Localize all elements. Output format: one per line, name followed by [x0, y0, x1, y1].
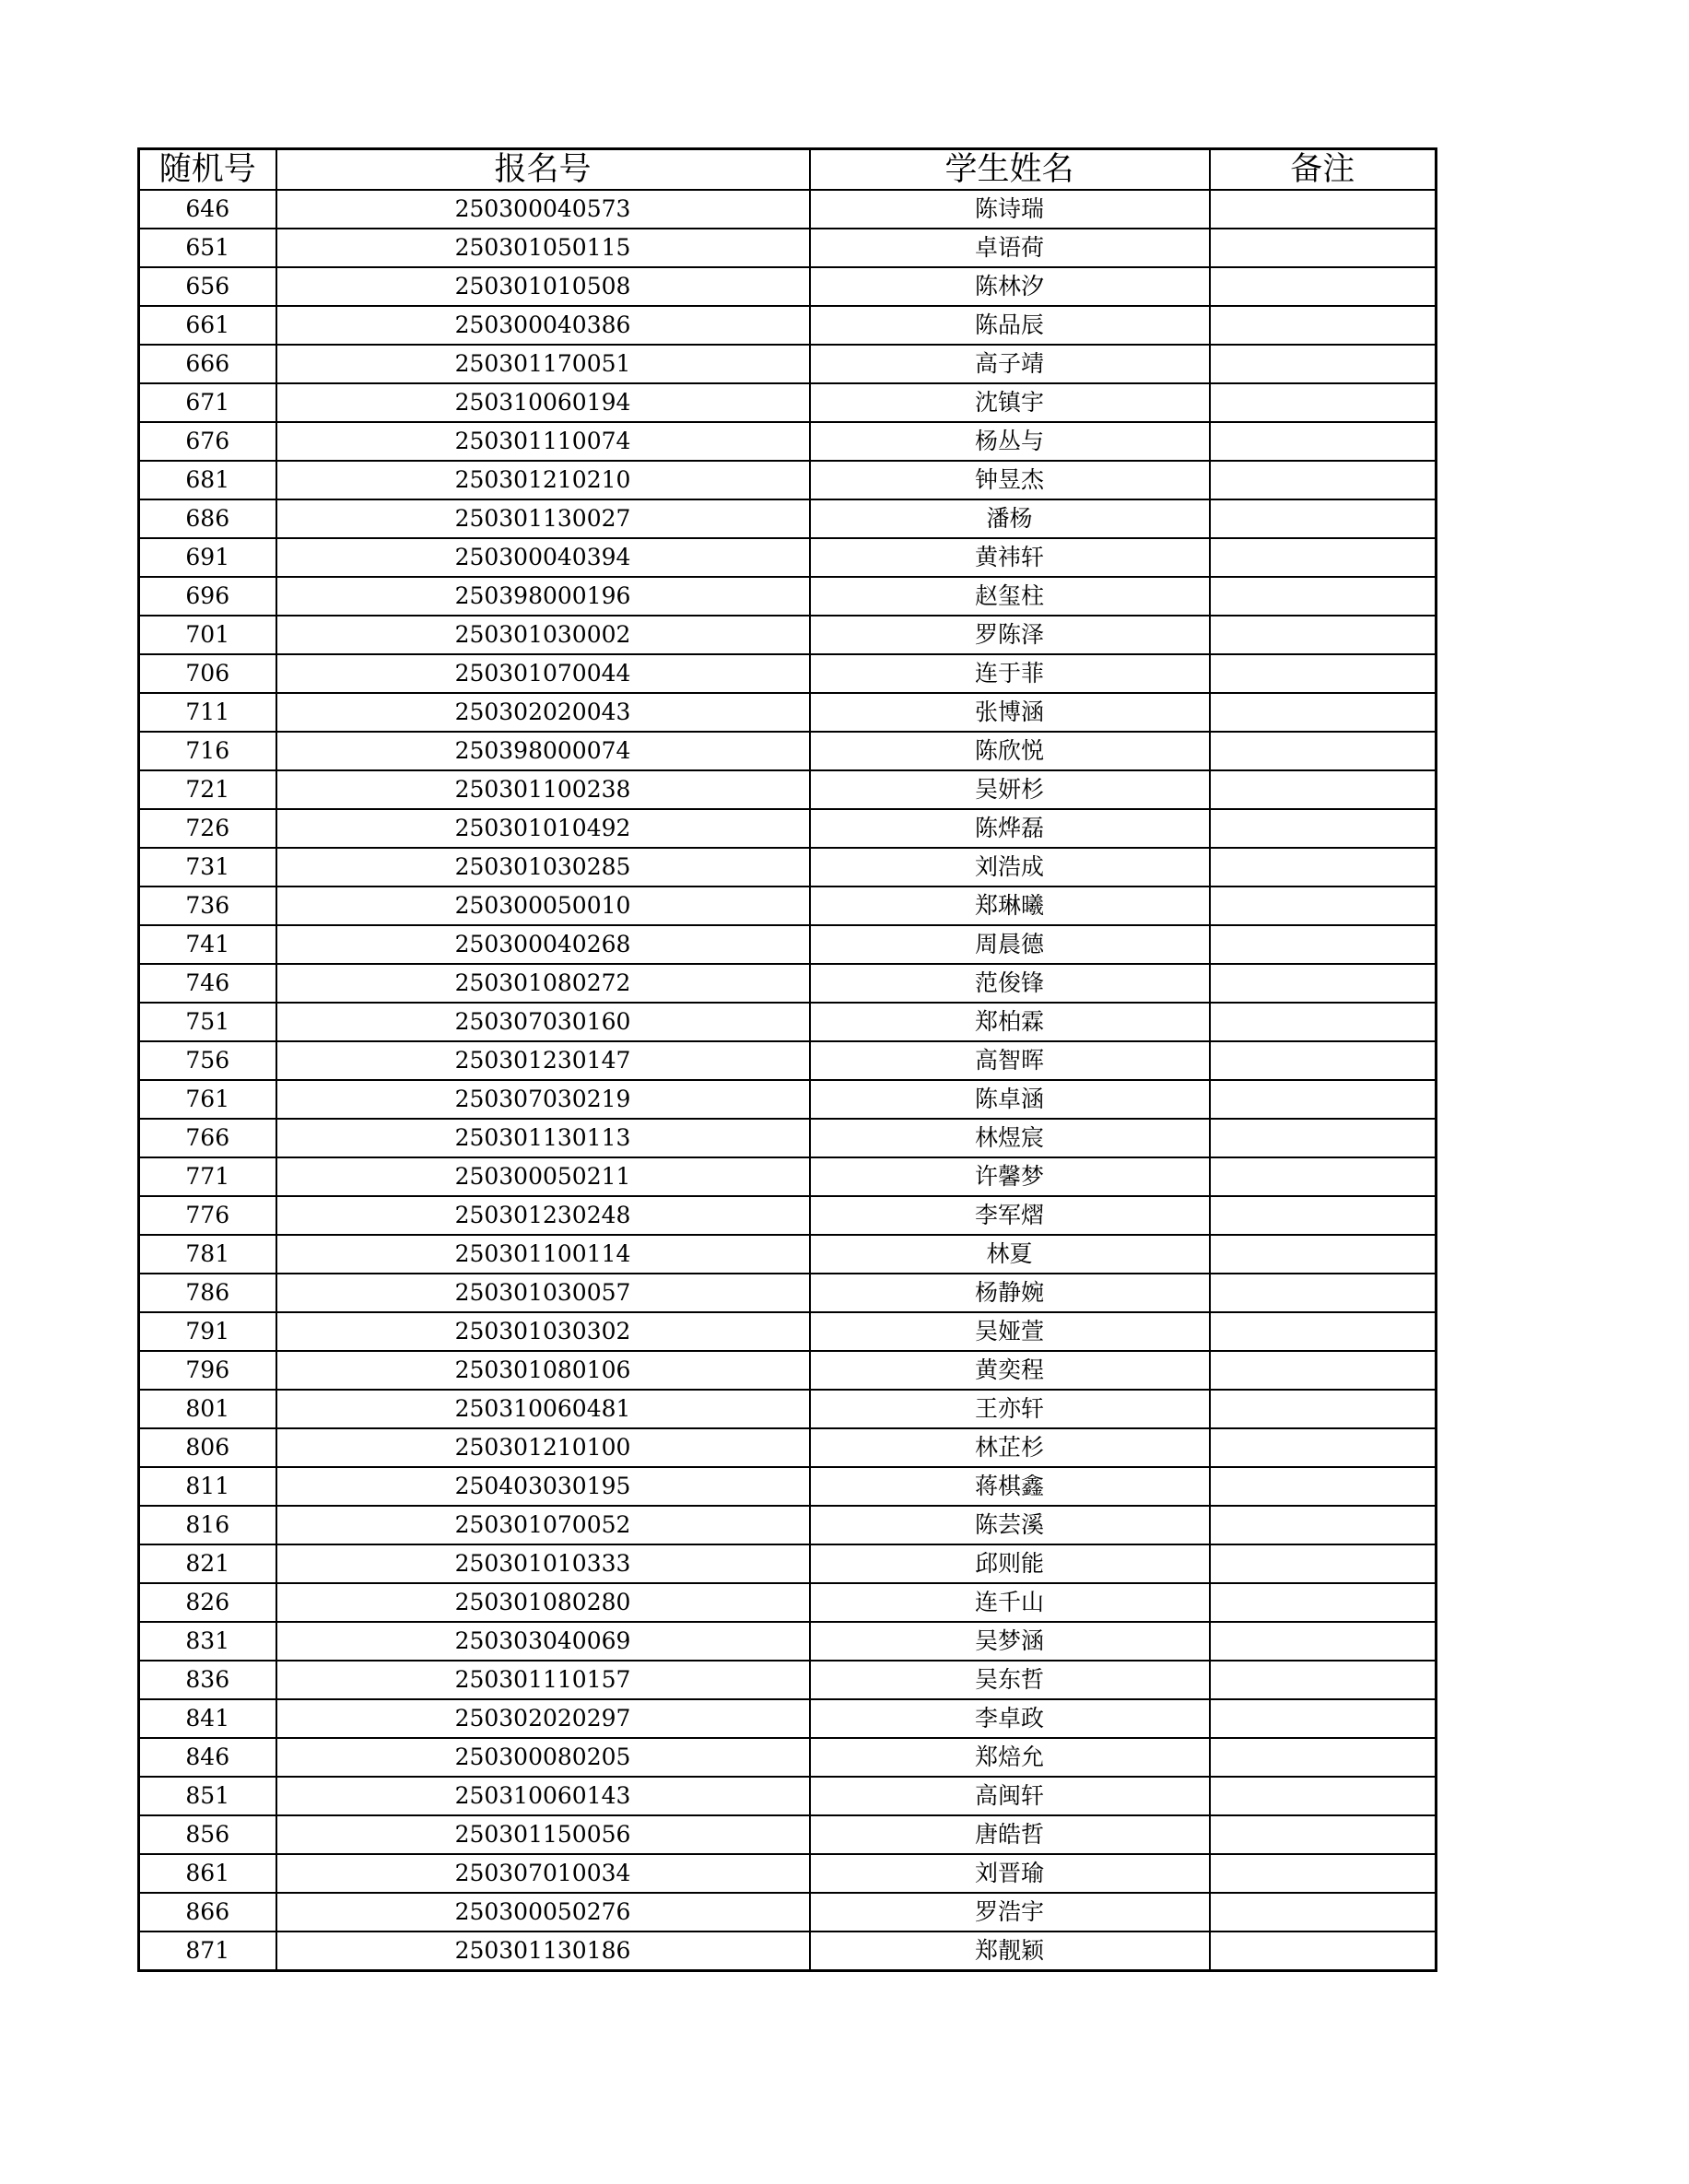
cell-registration-number: 250301010333	[276, 1544, 810, 1583]
table-row	[139, 461, 1437, 499]
cell-student-name: 陈芸溪	[810, 1506, 1210, 1544]
cell-random-number: 761	[139, 1080, 276, 1119]
cell-remarks	[1210, 616, 1437, 654]
cell-random-number: 696	[139, 577, 276, 616]
cell-student-name: 高子靖	[810, 345, 1210, 383]
cell-remarks	[1210, 1119, 1437, 1157]
cell-registration-number: 250301030057	[276, 1274, 810, 1312]
table-row	[139, 1157, 1437, 1196]
table-row	[139, 1661, 1437, 1699]
cell-student-name: 陈诗瑞	[810, 190, 1210, 229]
table-row	[139, 1738, 1437, 1777]
cell-random-number: 681	[139, 461, 276, 499]
cell-random-number: 731	[139, 848, 276, 887]
table-row	[139, 964, 1437, 1003]
cell-student-name: 高智晖	[810, 1041, 1210, 1080]
cell-remarks	[1210, 306, 1437, 345]
cell-student-name: 沈镇宇	[810, 383, 1210, 422]
cell-remarks	[1210, 925, 1437, 964]
header-row	[139, 149, 1437, 191]
cell-student-name: 刘浩成	[810, 848, 1210, 887]
cell-random-number: 776	[139, 1196, 276, 1235]
table-row	[139, 848, 1437, 887]
cell-registration-number: 250307030219	[276, 1080, 810, 1119]
cell-remarks	[1210, 1467, 1437, 1506]
table-row	[139, 770, 1437, 809]
cell-registration-number: 250301070044	[276, 654, 810, 693]
table-row	[139, 499, 1437, 538]
table-row	[139, 1467, 1437, 1506]
cell-student-name: 李军熠	[810, 1196, 1210, 1235]
cell-student-name: 连千山	[810, 1583, 1210, 1622]
cell-random-number: 851	[139, 1777, 276, 1815]
cell-registration-number: 250310060481	[276, 1390, 810, 1428]
table-row	[139, 1777, 1437, 1815]
cell-remarks	[1210, 1815, 1437, 1854]
cell-student-name: 蒋棋鑫	[810, 1467, 1210, 1506]
cell-remarks	[1210, 1351, 1437, 1390]
cell-random-number: 721	[139, 770, 276, 809]
cell-student-name: 陈烨磊	[810, 809, 1210, 848]
cell-remarks	[1210, 1428, 1437, 1467]
cell-random-number: 821	[139, 1544, 276, 1583]
cell-random-number: 661	[139, 306, 276, 345]
cell-student-name: 邱则能	[810, 1544, 1210, 1583]
cell-random-number: 796	[139, 1351, 276, 1390]
cell-registration-number: 250301010492	[276, 809, 810, 848]
cell-remarks	[1210, 1312, 1437, 1351]
cell-student-name: 陈品辰	[810, 306, 1210, 345]
header-registration-number: 报名号	[276, 149, 810, 191]
cell-registration-number: 250301230248	[276, 1196, 810, 1235]
cell-student-name: 许馨梦	[810, 1157, 1210, 1196]
cell-registration-number: 250398000074	[276, 732, 810, 770]
cell-registration-number: 250300040394	[276, 538, 810, 577]
table-row	[139, 1893, 1437, 1932]
table-row	[139, 383, 1437, 422]
cell-remarks	[1210, 770, 1437, 809]
table-row	[139, 1699, 1437, 1738]
cell-random-number: 651	[139, 229, 276, 267]
table-row	[139, 654, 1437, 693]
cell-registration-number: 250301080272	[276, 964, 810, 1003]
table-row	[139, 1544, 1437, 1583]
cell-registration-number: 250300040268	[276, 925, 810, 964]
cell-remarks	[1210, 499, 1437, 538]
cell-random-number: 746	[139, 964, 276, 1003]
cell-remarks	[1210, 577, 1437, 616]
cell-remarks	[1210, 693, 1437, 732]
table-body	[139, 190, 1437, 1971]
cell-remarks	[1210, 1544, 1437, 1583]
cell-registration-number: 250300050211	[276, 1157, 810, 1196]
cell-registration-number: 250301210210	[276, 461, 810, 499]
cell-random-number: 856	[139, 1815, 276, 1854]
cell-random-number: 686	[139, 499, 276, 538]
cell-remarks	[1210, 461, 1437, 499]
cell-remarks	[1210, 964, 1437, 1003]
cell-student-name: 林煜宸	[810, 1119, 1210, 1157]
cell-remarks	[1210, 1506, 1437, 1544]
cell-random-number: 736	[139, 887, 276, 925]
cell-remarks	[1210, 1003, 1437, 1041]
table-row	[139, 1428, 1437, 1467]
table-row	[139, 306, 1437, 345]
table-row	[139, 1312, 1437, 1351]
cell-remarks	[1210, 229, 1437, 267]
cell-student-name: 郑琳曦	[810, 887, 1210, 925]
cell-student-name: 杨丛与	[810, 422, 1210, 461]
cell-random-number: 676	[139, 422, 276, 461]
cell-registration-number: 250301110074	[276, 422, 810, 461]
cell-remarks	[1210, 1390, 1437, 1428]
cell-remarks	[1210, 1932, 1437, 1971]
cell-registration-number: 250310060194	[276, 383, 810, 422]
table-row	[139, 809, 1437, 848]
cell-remarks	[1210, 422, 1437, 461]
cell-registration-number: 250301130027	[276, 499, 810, 538]
cell-registration-number: 250301130186	[276, 1932, 810, 1971]
table-row	[139, 1351, 1437, 1390]
cell-random-number: 781	[139, 1235, 276, 1274]
table-row	[139, 577, 1437, 616]
cell-random-number: 816	[139, 1506, 276, 1544]
header-student-name: 学生姓名	[810, 149, 1210, 191]
cell-student-name: 王亦轩	[810, 1390, 1210, 1428]
cell-remarks	[1210, 1196, 1437, 1235]
cell-student-name: 黄奕程	[810, 1351, 1210, 1390]
cell-registration-number: 250301080280	[276, 1583, 810, 1622]
cell-random-number: 741	[139, 925, 276, 964]
cell-student-name: 周晨德	[810, 925, 1210, 964]
table-row	[139, 925, 1437, 964]
cell-remarks	[1210, 1583, 1437, 1622]
cell-student-name: 陈欣悦	[810, 732, 1210, 770]
cell-student-name: 罗浩宇	[810, 1893, 1210, 1932]
cell-student-name: 杨静婉	[810, 1274, 1210, 1312]
table-row	[139, 267, 1437, 306]
cell-remarks	[1210, 383, 1437, 422]
cell-remarks	[1210, 1699, 1437, 1738]
cell-remarks	[1210, 809, 1437, 848]
cell-remarks	[1210, 1893, 1437, 1932]
table-row	[139, 1932, 1437, 1971]
cell-random-number: 766	[139, 1119, 276, 1157]
cell-registration-number: 250303040069	[276, 1622, 810, 1661]
cell-random-number: 716	[139, 732, 276, 770]
cell-registration-number: 250310060143	[276, 1777, 810, 1815]
cell-student-name: 赵玺柱	[810, 577, 1210, 616]
cell-student-name: 张博涵	[810, 693, 1210, 732]
cell-random-number: 871	[139, 1932, 276, 1971]
cell-registration-number: 250301230147	[276, 1041, 810, 1080]
table-row	[139, 1390, 1437, 1428]
table-row	[139, 1041, 1437, 1080]
cell-registration-number: 250301070052	[276, 1506, 810, 1544]
table-row	[139, 190, 1437, 229]
cell-registration-number: 250301130113	[276, 1119, 810, 1157]
cell-remarks	[1210, 1235, 1437, 1274]
cell-student-name: 吴娅萱	[810, 1312, 1210, 1351]
table-row	[139, 732, 1437, 770]
table-row	[139, 1622, 1437, 1661]
cell-registration-number: 250301050115	[276, 229, 810, 267]
cell-remarks	[1210, 538, 1437, 577]
cell-registration-number: 250301010508	[276, 267, 810, 306]
cell-remarks	[1210, 1041, 1437, 1080]
cell-registration-number: 250301100114	[276, 1235, 810, 1274]
cell-student-name: 吴东哲	[810, 1661, 1210, 1699]
cell-random-number: 831	[139, 1622, 276, 1661]
cell-student-name: 李卓政	[810, 1699, 1210, 1738]
cell-student-name: 钟昱杰	[810, 461, 1210, 499]
cell-student-name: 潘杨	[810, 499, 1210, 538]
cell-random-number: 666	[139, 345, 276, 383]
cell-student-name: 林夏	[810, 1235, 1210, 1274]
cell-student-name: 连于菲	[810, 654, 1210, 693]
cell-random-number: 861	[139, 1854, 276, 1893]
cell-registration-number: 250300050276	[276, 1893, 810, 1932]
cell-registration-number: 250300080205	[276, 1738, 810, 1777]
cell-registration-number: 250300050010	[276, 887, 810, 925]
table-row	[139, 1583, 1437, 1622]
table-row	[139, 1119, 1437, 1157]
cell-student-name: 吴妍杉	[810, 770, 1210, 809]
cell-random-number: 806	[139, 1428, 276, 1467]
cell-student-name: 郑柏霖	[810, 1003, 1210, 1041]
table-row	[139, 1854, 1437, 1893]
header-remarks: 备注	[1210, 149, 1437, 191]
cell-random-number: 751	[139, 1003, 276, 1041]
cell-random-number: 826	[139, 1583, 276, 1622]
cell-student-name: 黄祎轩	[810, 538, 1210, 577]
cell-registration-number: 250301100238	[276, 770, 810, 809]
cell-student-name: 郑靓颖	[810, 1932, 1210, 1971]
cell-random-number: 701	[139, 616, 276, 654]
cell-registration-number: 250403030195	[276, 1467, 810, 1506]
cell-student-name: 陈林汐	[810, 267, 1210, 306]
cell-random-number: 801	[139, 1390, 276, 1428]
cell-remarks	[1210, 654, 1437, 693]
cell-registration-number: 250301030302	[276, 1312, 810, 1351]
cell-registration-number: 250301210100	[276, 1428, 810, 1467]
table-row	[139, 1235, 1437, 1274]
student-list-table	[137, 147, 1437, 1972]
cell-remarks	[1210, 1622, 1437, 1661]
cell-registration-number: 250301030285	[276, 848, 810, 887]
cell-random-number: 706	[139, 654, 276, 693]
cell-registration-number: 250302020043	[276, 693, 810, 732]
cell-registration-number: 250301110157	[276, 1661, 810, 1699]
header-random-number: 随机号	[139, 149, 276, 191]
table-row	[139, 229, 1437, 267]
cell-registration-number: 250307030160	[276, 1003, 810, 1041]
cell-remarks	[1210, 1157, 1437, 1196]
cell-registration-number: 250301170051	[276, 345, 810, 383]
cell-remarks	[1210, 267, 1437, 306]
cell-student-name: 陈卓涵	[810, 1080, 1210, 1119]
cell-remarks	[1210, 190, 1437, 229]
cell-registration-number: 250307010034	[276, 1854, 810, 1893]
table-row	[139, 1506, 1437, 1544]
table-row	[139, 538, 1437, 577]
cell-random-number: 846	[139, 1738, 276, 1777]
table-row	[139, 345, 1437, 383]
cell-student-name: 卓语荷	[810, 229, 1210, 267]
cell-random-number: 811	[139, 1467, 276, 1506]
cell-remarks	[1210, 732, 1437, 770]
cell-random-number: 691	[139, 538, 276, 577]
cell-remarks	[1210, 1661, 1437, 1699]
table-row	[139, 1815, 1437, 1854]
cell-random-number: 836	[139, 1661, 276, 1699]
cell-remarks	[1210, 345, 1437, 383]
cell-remarks	[1210, 848, 1437, 887]
cell-random-number: 771	[139, 1157, 276, 1196]
cell-registration-number: 250300040386	[276, 306, 810, 345]
cell-student-name: 范俊锋	[810, 964, 1210, 1003]
cell-random-number: 791	[139, 1312, 276, 1351]
cell-student-name: 唐皓哲	[810, 1815, 1210, 1854]
cell-random-number: 726	[139, 809, 276, 848]
cell-student-name: 郑焙允	[810, 1738, 1210, 1777]
cell-registration-number: 250302020297	[276, 1699, 810, 1738]
table-row	[139, 1080, 1437, 1119]
cell-random-number: 671	[139, 383, 276, 422]
cell-remarks	[1210, 887, 1437, 925]
table-row	[139, 422, 1437, 461]
table-row	[139, 1003, 1437, 1041]
cell-remarks	[1210, 1080, 1437, 1119]
cell-random-number: 756	[139, 1041, 276, 1080]
cell-registration-number: 250300040573	[276, 190, 810, 229]
table-row	[139, 616, 1437, 654]
cell-registration-number: 250301150056	[276, 1815, 810, 1854]
cell-student-name: 高闽轩	[810, 1777, 1210, 1815]
cell-random-number: 646	[139, 190, 276, 229]
cell-random-number: 866	[139, 1893, 276, 1932]
cell-random-number: 786	[139, 1274, 276, 1312]
cell-student-name: 吴梦涵	[810, 1622, 1210, 1661]
cell-random-number: 841	[139, 1699, 276, 1738]
cell-remarks	[1210, 1274, 1437, 1312]
cell-random-number: 711	[139, 693, 276, 732]
table-row	[139, 887, 1437, 925]
table-row	[139, 693, 1437, 732]
cell-student-name: 林芷杉	[810, 1428, 1210, 1467]
cell-remarks	[1210, 1854, 1437, 1893]
cell-registration-number: 250301030002	[276, 616, 810, 654]
cell-random-number: 656	[139, 267, 276, 306]
table-row	[139, 1274, 1437, 1312]
cell-remarks	[1210, 1777, 1437, 1815]
cell-remarks	[1210, 1738, 1437, 1777]
cell-registration-number: 250301080106	[276, 1351, 810, 1390]
cell-student-name: 罗陈泽	[810, 616, 1210, 654]
cell-registration-number: 250398000196	[276, 577, 810, 616]
cell-student-name: 刘晋瑜	[810, 1854, 1210, 1893]
table-row	[139, 1196, 1437, 1235]
